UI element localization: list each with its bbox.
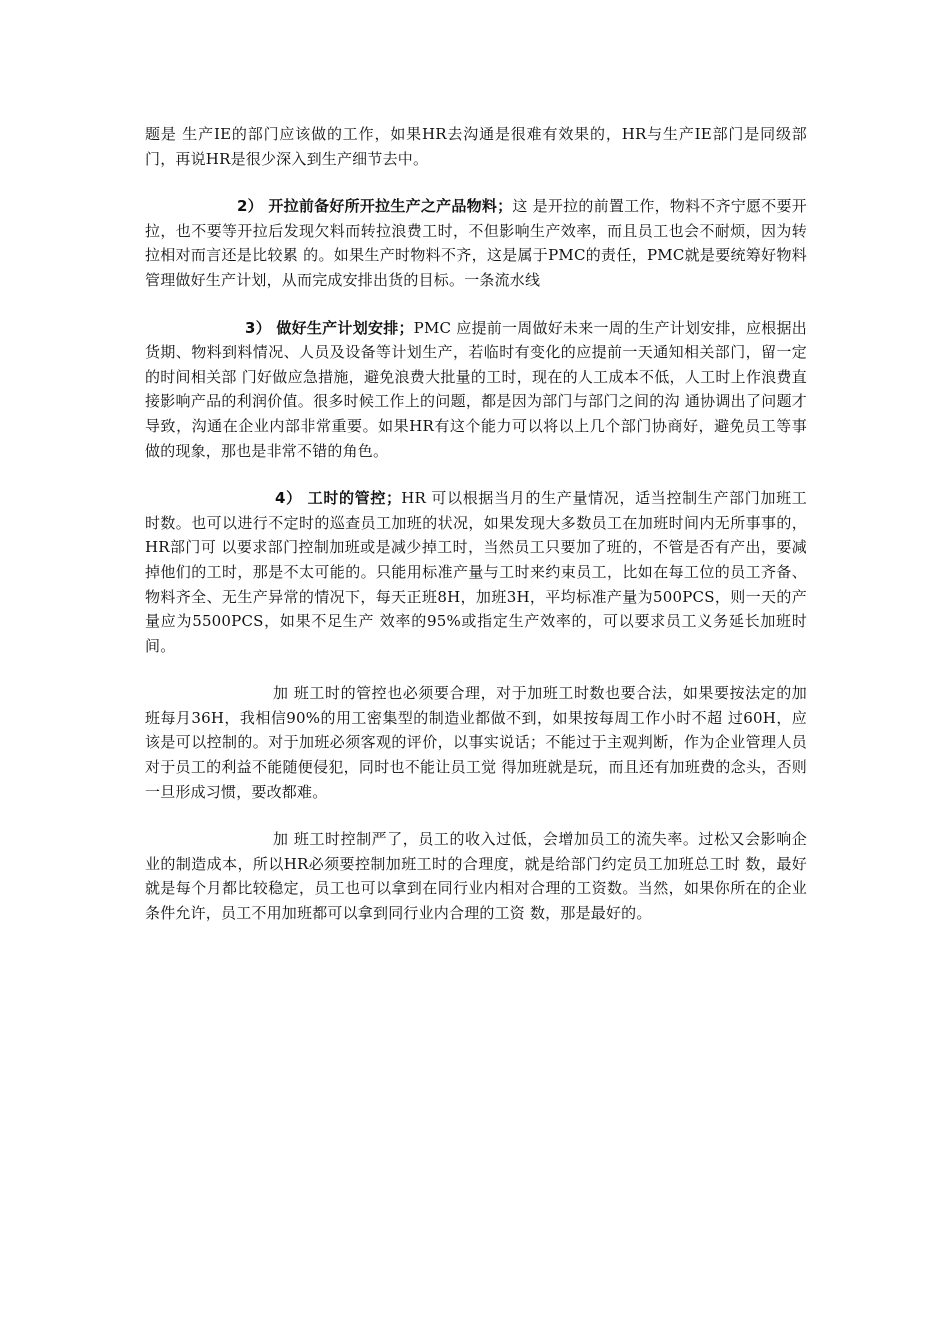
paragraph-2: [145, 194, 807, 292]
document-page: [145, 122, 807, 926]
paragraph-1: [145, 122, 807, 171]
paragraph-1-text: 题是 生产IE的部门应该做的工作，如果HR去沟通是很难有效果的，HR与生产IE部门是同级部门，再说HR是很少深入到生产细节去中。: [145, 125, 807, 168]
paragraph-gap: [145, 804, 807, 827]
paragraph-3: [145, 316, 807, 464]
paragraph-2-text: 这 是开拉的前置工作，物料不齐宁愿不要开拉，也不要等开拉后发现欠料而转拉浪费工时，不但影响生产效率，而且员工也会不耐烦，因为转拉相对而言还是比较累 的。如果生产时物料不齐，这是属于PMC的责任，PMC就是要统筹好物料管理做好生产计划，从而完成安排出货的目标。一条流水线: [145, 197, 807, 289]
section-2-heading: 2） 开拉前备好所开拉生产之产品物料；: [237, 197, 513, 216]
paragraph-4: [145, 486, 807, 658]
paragraph-5-text: 加 班工时的管控也必须要合理，对于加班工时数也要合法，如果要按法定的加班每月36H，我相信90%的用工密集型的制造业都做不到，如果按每周工作小时不超 过60H，应该是可以控制的。对于加班必须客观的评价，以事实说话；不能过于主观判断，作为企业管理人员对于员工的利益不能随便侵犯，同时也不能让员工觉 得加班就是玩，而且还有加班费的念头，否则一旦形成习惯，要改都难。: [145, 684, 807, 801]
paragraph-gap: [145, 463, 807, 486]
paragraph-gap: [145, 171, 807, 194]
paragraph-3-text: PMC 应提前一周做好未来一周的生产计划安排，应根据出货期、物料到料情况、人员及设备等计划生产，若临时有变化的应提前一天通知相关部门，留一定的时间相关部 门好做应急措施，避免浪费大批量的工时，现在的人工成本不低，人工时上作浪费直接影响产品的利润价值。很多时候工作上的问题，都是因为部门与部门之间的沟 通协调出了问题才导致，沟通在企业内部非常重要。如果HR有这个能力可以将以上几个部门协商好，避免员工等事做的现象，那也是非常不错的角色。: [145, 318, 807, 460]
section-4-heading: 4） 工时的管控；: [275, 489, 402, 508]
paragraph-6: [145, 827, 807, 925]
paragraph-gap: [145, 658, 807, 681]
paragraph-gap: [145, 293, 807, 316]
paragraph-6-text: 加 班工时控制严了，员工的收入过低，会增加员工的流失率。过松又会影响企业的制造成本，所以HR必须要控制加班工时的合理度，就是给部门约定员工加班总工时 数，最好就是每个月都比较稳定，员工也可以拿到在同行业内相对合理的工资数。当然，如果你所在的企业条件允许，员工不用加班都可以拿到同行业内合理的工资 数，那是最好的。: [145, 830, 807, 923]
paragraph-5: [145, 681, 807, 804]
section-3-heading: 3） 做好生产计划安排；: [245, 318, 414, 337]
paragraph-4-text: HR 可以根据当月的生产量情况，适当控制生产部门加班工时数。也可以进行不定时的巡查员工加班的状况，如果发现大多数员工在加班时间内无所事事的，HR部门可 以要求部门控制加班或是减少掉工时，当然员工只要加了班的，不管是否有产出，要减掉他们的工时，那是不太可能的。只能用标准产量与工时来约束员工，比如在每工位的员工齐备、物料齐全、无生产异常的情况下，每天正班8H，加班3H，平均标准产量为500PCS，则一天的产量应为5500PCS，如果不足生产 效率的95%或指定生产效率的，可以要求员工义务延长加班时间。: [145, 489, 808, 655]
